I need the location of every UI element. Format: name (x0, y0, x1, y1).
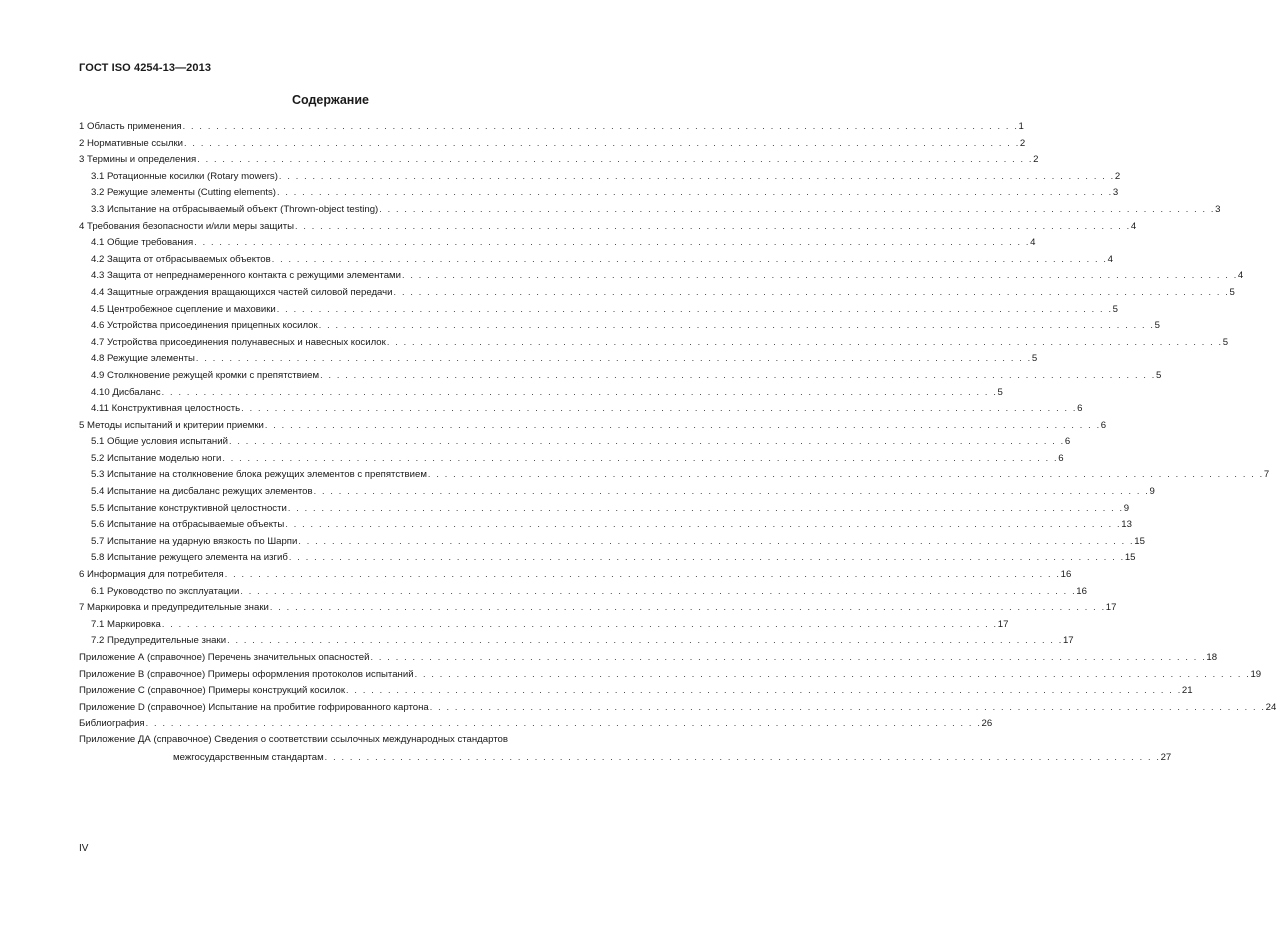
toc-entry-page: 17 (1062, 635, 1074, 647)
toc-entry-page: 24 (1265, 701, 1276, 713)
toc-entry-title: 4.11 Конструктивная целостность (91, 403, 241, 415)
toc-entry-title: 4.9 Столкновение режущей кромки с препятствием (91, 369, 320, 381)
toc-entry-page: 5 (1031, 353, 1038, 365)
dot-leader: . . . . . . . . . . . . . . . . . . . . . . . . . . . . . . . . . . . . . . . . . . . . . . . . . . . . . . . . . . . . . . . . . . . . . . . . . . . . . . . . . . . . . . . . . . . . . . . . . . . . (276, 187, 1113, 198)
toc-entry-page: 5 (1155, 369, 1162, 381)
toc-entry-page: 5 (1229, 286, 1235, 298)
dot-leader: . . . . . . . . . . . . . . . . . . . . . . . . . . . . . . . . . . . . . . . . . . . . . . . . . . . . . . . . . . . . . . . . . . . . . . . . . . . . . . . . . . . . . . . . . . . . . . . . . . . . (161, 618, 998, 629)
toc-entry-page: 2 (1033, 154, 1039, 166)
toc-entry-title: 5.8 Испытание режущего элемента на изгиб (91, 552, 288, 564)
dot-leader: . . . . . . . . . . . . . . . . . . . . . . . . . . . . . . . . . . . . . . . . . . . . . . . . . . . . . . . . . . . . . . . . . . . . . . . . . . . . . . . . . . . . . . . . . . . . . . . . . . . . (194, 237, 1031, 248)
toc-entry[interactable] (79, 334, 1229, 351)
dot-leader: . . . . . . . . . . . . . . . . . . . . . . . . . . . . . . . . . . . . . . . . . . . . . . . . . . . . . . . . . . . . . . . . . . . . . . . . . . . . . . . . . . . . . . . . . . . . . . . . . . . . (370, 652, 1207, 662)
toc-entry[interactable] (79, 317, 1160, 334)
toc-entry[interactable] (79, 549, 1136, 566)
toc-entry[interactable] (79, 118, 1024, 135)
toc-entry[interactable] (79, 483, 1155, 500)
dot-leader: . . . . . . . . . . . . . . . . . . . . . . . . . . . . . . . . . . . . . . . . . . . . . . . . . . . . . . . . . . . . . . . . . . . . . . . . . . . . . . . . . . . . . . . . . . . . . . . . . . . . (313, 486, 1150, 497)
dot-leader: . . . . . . . . . . . . . . . . . . . . . . . . . . . . . . . . . . . . . . . . . . . . . . . . . . . . . . . . . . . . . . . . . . . . . . . . . . . . . . . . . . . . . . . . . . . . . . . . . . . . (294, 220, 1131, 231)
dot-leader: . . . . . . . . . . . . . . . . . . . . . . . . . . . . . . . . . . . . . . . . . . . . . . . . . . . . . . . . . . . . . . . . . . . . . . . . . . . . . . . . . . . . . . . . . . . . . . . . . . . . (228, 436, 1065, 447)
toc-entry-page: 15 (1134, 535, 1145, 547)
toc-entry-title: Приложение D (справочное) Испытание на пробитие гофрированного картона (79, 701, 429, 713)
toc-entry[interactable] (79, 251, 1113, 268)
toc-entry-title: 4.1 Общие требования (91, 237, 194, 249)
toc-entry[interactable] (79, 367, 1162, 384)
toc-entry-title: 4.4 Защитные ограждения вращающихся частей силовой передачи (91, 286, 393, 298)
dot-leader: . . . . . . . . . . . . . . . . . . . . . . . . . . . . . . . . . . . . . . . . . . . . . . . . . . . . . . . . . . . . . . . . . . . . . . . . . . . . . . . . . . . . . . . . . . . . . . . . . . . . (161, 386, 998, 397)
dot-leader: . . . . . . . . . . . . . . . . . . . . . . . . . . . . . . . . . . . . . . . . . . . . . . . . . . . . . . . . . . . . . . . . . . . . . . . . . . . . . . . . . . . . . . . . . . . . . . . . . . . . (276, 303, 1113, 314)
toc-entry-page: 6 (1077, 403, 1083, 415)
toc-entry[interactable] (79, 450, 1064, 467)
dot-leader: . . . . . . . . . . . . . . . . . . . . . . . . . . . . . . . . . . . . . . . . . . . . . . . . . . . . . . . . . . . . . . . . . . . . . . . . . . . . . . . . . . . . . . . . . . . . . . . . . . . . (402, 270, 1238, 281)
toc-entry-page: 2 (1019, 137, 1026, 149)
toc-entry-page: 17 (997, 618, 1009, 630)
toc-entry[interactable] (79, 632, 1074, 649)
dot-leader: . . . . . . . . . . . . . . . . . . . . . . . . . . . . . . . . . . . . . . . . . . . . . . . . . . . . . . . . . . . . . . . . . . . . . . . . . . . . . . . . . . . . . . . . . . . . . . . . . . . . (224, 569, 1061, 580)
toc-entry-page: 5 (1112, 303, 1119, 315)
toc-entry[interactable] (79, 384, 1003, 401)
dot-leader: . . . . . . . . . . . . . . . . . . . . . . . . . . . . . . . . . . . . . . . . . . . . . . . . . . . . . . . . . . . . . . . . . . . . . . . . . . . . . . . . . . . . . . . . . . . . . . . . . . . . (240, 585, 1077, 596)
toc-entry-page: 1 (1018, 121, 1024, 132)
toc-entry-title: Приложение А (справочное) Перечень значительных опасностей (79, 652, 370, 663)
dot-leader: . . . . . . . . . . . . . . . . . . . . . . . . . . . . . . . . . . . . . . . . . . . . . . . . . . . . . . . . . . . . . . . . . . . . . . . . . . . . . . . . . . . . . . . . . . . . . . . . . . . . (320, 369, 1156, 380)
toc-entry[interactable] (79, 599, 1117, 616)
toc-entry[interactable] (79, 350, 1038, 367)
dot-leader: . . . . . . . . . . . . . . . . . . . . . . . . . . . . . . . . . . . . . . . . . . . . . . . . . . . . . . . . . . . . . . . . . . . . . . . . . . . . . . . . . . . . . . . . . . . . . . . . . . . . (288, 552, 1125, 563)
dot-leader: . . . . . . . . . . . . . . . . . . . . . . . . . . . . . . . . . . . . . . . . . . . . . . . . . . . . . . . . . . . . . . . . . . . . . . . . . . . . . . . . . . . . . . . . . . . . . . . . . . . . (195, 353, 1032, 364)
toc-entry-page: 5 (1222, 336, 1229, 348)
toc-entry-title: 4.7 Устройства присоединения полунавесных и навесных косилок (91, 336, 386, 348)
toc-entry-page: 7 (1263, 469, 1270, 481)
toc-entry-title: 4.3 Защита от непреднамеренного контакта с режущими элементами (91, 270, 401, 282)
toc-entry-title: Библиография (79, 718, 145, 730)
dot-leader: . . . . . . . . . . . . . . . . . . . . . . . . . . . . . . . . . . . . . . . . . . . . . . . . . . . . . . . . . . . . . . . . . . . . . . . . . . . . . . . . . . . . . . . . . . . . . . . . . . . . (182, 121, 1019, 131)
dot-leader: . . . . . . . . . . . . . . . . . . . . . . . . . . . . . . . . . . . . . . . . . . . . . . . . . . . . . . . . . . . . . . . . . . . . . . . . . . . . . . . . . . . . . . . . . . . . . . . . . . . . (429, 701, 1266, 712)
toc-entry[interactable] (79, 135, 1026, 152)
toc-entry-title: 4.5 Центробежное сцепление и маховики (91, 303, 276, 315)
toc-entry[interactable] (79, 400, 1083, 417)
toc-entry[interactable] (79, 184, 1119, 201)
toc-entry-title: 4.6 Устройства присоединения прицепных косилок (91, 320, 318, 332)
dot-leader: . . . . . . . . . . . . . . . . . . . . . . . . . . . . . . . . . . . . . . . . . . . . . . . . . . . . . . . . . . . . . . . . . . . . . . . . . . . . . . . . . . . . . . . . . . . . . . . . . . . . (427, 469, 1264, 480)
toc-entry-page: 4 (1030, 237, 1036, 249)
toc-entry-page: 9 (1123, 502, 1130, 514)
toc-entry[interactable] (79, 699, 1276, 716)
dot-leader: . . . . . . . . . . . . . . . . . . . . . . . . . . . . . . . . . . . . . . . . . . . . . . . . . . . . . . . . . . . . . . . . . . . . . . . . . . . . . . . . . . . . . . . . . . . . . . . . . . . . (393, 286, 1230, 297)
toc-entry-page: 9 (1149, 486, 1155, 498)
toc-entry[interactable] (79, 616, 1009, 633)
dot-leader: . . . . . . . . . . . . . . . . . . . . . . . . . . . . . . . . . . . . . . . . . . . . . . . . . . . . . . . . . . . . . . . . . . . . . . . . . . . . . . . . . . . . . . . . . . . . . . . . . . . . (287, 502, 1124, 513)
dot-leader: . . . . . . . . . . . . . . . . . . . . . . . . . . . . . . . . . . . . . . . . . . . . . . . . . . . . . . . . . . . . . . . . . . . . . . . . . . . . . . . . . . . . . . . . . . . . . . . . . . . . (414, 668, 1251, 679)
toc-entry-title: 4.2 Защита от отбрасываемых объектов (91, 253, 271, 265)
toc-entry[interactable] (79, 168, 1121, 185)
toc-entry[interactable] (79, 533, 1145, 550)
dot-leader: . . . . . . . . . . . . . . . . . . . . . . . . . . . . . . . . . . . . . . . . . . . . . . . . . . . . . . . . . . . . . . . . . . . . . . . . . . . . . . . . . . . . . . . . . . . . . . . . . . . . (145, 718, 982, 729)
toc-entry-title: 4.8 Режущие элементы (91, 353, 195, 365)
dot-leader: . . . . . . . . . . . . . . . . . . . . . . . . . . . . . . . . . . . . . . . . . . . . . . . . . . . . . . . . . . . . . . . . . . . . . . . . . . . . . . . . . . . . . . . . . . . . . . . . . . . . (184, 137, 1020, 148)
toc-entry[interactable] (79, 566, 1072, 583)
toc-entry-page: 27 (1160, 751, 1172, 763)
toc-entry[interactable] (79, 749, 1172, 766)
toc-entry-title: 4.10 Дисбаланс (91, 386, 161, 398)
dot-leader: . . . . . . . . . . . . . . . . . . . . . . . . . . . . . . . . . . . . . . . . . . . . . . . . . . . . . . . . . . . . . . . . . . . . . . . . . . . . . . . . . . . . . . . . . . . . . . . . . . . . (324, 751, 1161, 762)
dot-leader: . . . . . . . . . . . . . . . . . . . . . . . . . . . . . . . . . . . . . . . . . . . . . . . . . . . . . . . . . . . . . . . . . . . . . . . . . . . . . . . . . . . . . . . . . . . . . . . . . . . . (379, 203, 1216, 214)
dot-leader: . . . . . . . . . . . . . . . . . . . . . . . . . . . . . . . . . . . . . . . . . . . . . . . . . . . . . . . . . . . . . . . . . . . . . . . . . . . . . . . . . . . . . . . . . . . . . . . . . . . . (271, 253, 1108, 264)
toc-entry[interactable] (79, 201, 1221, 218)
toc-entry-page: 6 (1100, 419, 1107, 431)
dot-leader: . . . . . . . . . . . . . . . . . . . . . . . . . . . . . . . . . . . . . . . . . . . . . . . . . . . . . . . . . . . . . . . . . . . . . . . . . . . . . . . . . . . . . . . . . . . . . . . . . . . . (386, 336, 1223, 347)
toc-entry-title: 3 Термины и определения (79, 154, 197, 166)
toc-entry-page: 18 (1206, 652, 1218, 663)
toc-entry-title: 2 Нормативные ссылки (79, 137, 184, 149)
toc-entry[interactable] (79, 466, 1270, 483)
toc-entry[interactable] (79, 649, 1218, 666)
toc-entry[interactable] (79, 301, 1119, 318)
toc-entry-title: 6 Информация для потребителя (79, 569, 224, 581)
toc-entry-title: 6.1 Руководство по эксплуатации (91, 585, 240, 597)
page-title: Содержание (291, 93, 369, 107)
toc-entry-page: 13 (1121, 519, 1132, 531)
toc-entry-title: 4 Требования безопасности и/или меры защиты (79, 220, 294, 232)
dot-leader: . . . . . . . . . . . . . . . . . . . . . . . . . . . . . . . . . . . . . . . . . . . . . . . . . . . . . . . . . . . . . . . . . . . . . . . . . . . . . . . . . . . . . . . . . . . . . . . . . . . . (264, 419, 1101, 430)
dot-leader: . . . . . . . . . . . . . . . . . . . . . . . . . . . . . . . . . . . . . . . . . . . . . . . . . . . . . . . . . . . . . . . . . . . . . . . . . . . . . . . . . . . . . . . . . . . . . . . . . . . . (298, 535, 1135, 546)
dot-leader: . . . . . . . . . . . . . . . . . . . . . . . . . . . . . . . . . . . . . . . . . . . . . . . . . . . . . . . . . . . . . . . . . . . . . . . . . . . . . . . . . . . . . . . . . . . . . . . . . . . . (197, 154, 1034, 165)
toc-entry-title: 5.1 Общие условия испытаний (91, 436, 228, 448)
toc-entry-page: 3 (1215, 203, 1221, 215)
toc-entry[interactable] (79, 516, 1132, 533)
dot-leader: . . . . . . . . . . . . . . . . . . . . . . . . . . . . . . . . . . . . . . . . . . . . . . . . . . . . . . . . . . . . . . . . . . . . . . . . . . . . . . . . . . . . . . . . . . . . . . . . . . . . (285, 519, 1122, 530)
dot-leader: . . . . . . . . . . . . . . . . . . . . . . . . . . . . . . . . . . . . . . . . . . . . . . . . . . . . . . . . . . . . . . . . . . . . . . . . . . . . . . . . . . . . . . . . . . . . . . . . . . . . (278, 170, 1115, 181)
toc-entry-title: Приложение С (справочное) Примеры конструкций косилок (79, 685, 346, 697)
toc-entry[interactable] (79, 583, 1087, 600)
toc-entry-page: 3 (1112, 187, 1119, 199)
dot-leader: . . . . . . . . . . . . . . . . . . . . . . . . . . . . . . . . . . . . . . . . . . . . . . . . . . . . . . . . . . . . . . . . . . . . . . . . . . . . . . . . . . . . . . . . . . . . . . . . . . . . (269, 602, 1106, 613)
toc-entry-page: 19 (1250, 668, 1262, 680)
toc-entry[interactable] (79, 732, 614, 749)
toc-entry-title: Приложение ДА (справочное) Сведения о соответствии ссылочных международных стандартов (79, 733, 508, 745)
toc-entry[interactable] (79, 433, 1071, 450)
dot-leader: . . . . . . . . . . . . . . . . . . . . . . . . . . . . . . . . . . . . . . . . . . . . . . . . . . . . . . . . . . . . . . . . . . . . . . . . . . . . . . . . . . . . . . . . . . . . . . . . . . . . (346, 685, 1182, 696)
toc-entry-page: 16 (1060, 569, 1072, 581)
toc-entry-title: 7.2 Предупредительные знаки (91, 635, 227, 647)
toc-entry[interactable] (79, 151, 1039, 168)
toc-entry[interactable] (79, 500, 1130, 517)
toc-entry[interactable] (79, 218, 1137, 235)
toc-entry-page: 4 (1237, 270, 1244, 282)
toc-entry-page: 16 (1076, 585, 1087, 597)
toc-entry-title: 3.1 Ротационные косилки (Rotary mowers) (91, 170, 278, 182)
toc-entry-page: 5 (1154, 320, 1160, 332)
toc-entry-title: Приложение В (справочное) Примеры оформления протоколов испытаний (79, 668, 414, 680)
dot-leader: . . . . . . . . . . . . . . . . . . . . . . . . . . . . . . . . . . . . . . . . . . . . . . . . . . . . . . . . . . . . . . . . . . . . . . . . . . . . . . . . . . . . . . . . . . . . . . . . . . . . (222, 452, 1059, 463)
toc-entry-title: межгосударственным стандартам (173, 751, 324, 763)
dot-leader: . . . . . . . . . . . . . . . . . . . . . . . . . . . . . . . . . . . . . . . . . . . . . . . . . . . . . . . . . . . . . . . . . . . . . . . . . . . . . . . . . . . . . . . . . . . . . . . . . . . . (241, 403, 1078, 414)
toc-entry-page: 2 (1114, 170, 1121, 182)
toc-entry-page: 6 (1058, 452, 1064, 464)
toc-entry-page: 15 (1124, 552, 1136, 564)
toc-entry-page: 4 (1130, 220, 1137, 232)
dot-leader: . . . . . . . . . . . . . . . . . . . . . . . . . . . . . . . . . . . . . . . . . . . . . . . . . . . . . . . . . . . . . . . . . . . . . . . . . . . . . . . . . . . . . . . . . . . . . . . . . . . . (227, 635, 1063, 646)
toc-entry[interactable] (79, 666, 1262, 683)
toc-entry-page: 17 (1105, 602, 1117, 614)
toc-entry-title: 5.5 Испытание конструктивной целостности (91, 502, 287, 514)
toc-entry[interactable] (79, 682, 1193, 699)
toc-entry-page: 5 (997, 386, 1003, 398)
toc-entry-title: 1 Область применения (79, 121, 182, 132)
page-number: IV (79, 843, 89, 854)
toc-entry-page: 26 (981, 718, 993, 730)
toc-entry[interactable] (79, 234, 1036, 251)
toc-entry-title: 5.6 Испытание на отбрасываемые объекты (91, 519, 285, 531)
toc-entry-page: 4 (1107, 253, 1113, 265)
toc-entry-title: 5.2 Испытание моделью ноги (91, 452, 222, 464)
toc-entry-title: 3.2 Режущие элементы (Cutting elements) (91, 187, 276, 199)
toc-entry-title: 5.3 Испытание на столкновение блока режущих элементов с препятствием (91, 469, 427, 481)
toc-entry-title: 5 Методы испытаний и критерии приемки (79, 419, 264, 431)
toc-entry[interactable] (79, 267, 1244, 284)
toc-entry-page: 21 (1181, 685, 1193, 697)
toc-entry-title: 3.3 Испытание на отбрасываемый объект (Thrown-object testing) (91, 203, 379, 215)
toc-entry-title: 7 Маркировка и предупредительные знаки (79, 602, 269, 614)
toc-entry[interactable] (79, 284, 1235, 301)
toc-entry[interactable] (79, 417, 1107, 434)
toc-entry[interactable] (79, 715, 993, 732)
dot-leader: . . . . . . . . . . . . . . . . . . . . . . . . . . . . . . . . . . . . . . . . . . . . . . . . . . . . . . . . . . . . . . . . . . . . . . . . . . . . . . . . . . . . . . . . . . . . . . . . . . . . (318, 320, 1155, 331)
toc-entry-title: 5.4 Испытание на дисбаланс режущих элементов (91, 486, 313, 498)
document-header: ГОСТ ISO 4254-13—2013 (79, 62, 212, 74)
toc-entry-title: 7.1 Маркировка (91, 618, 161, 630)
toc-entry-page: 6 (1064, 436, 1071, 448)
toc-entry-title: 5.7 Испытание на ударную вязкость по Шарпи (91, 535, 298, 547)
table-of-contents (79, 118, 1276, 765)
